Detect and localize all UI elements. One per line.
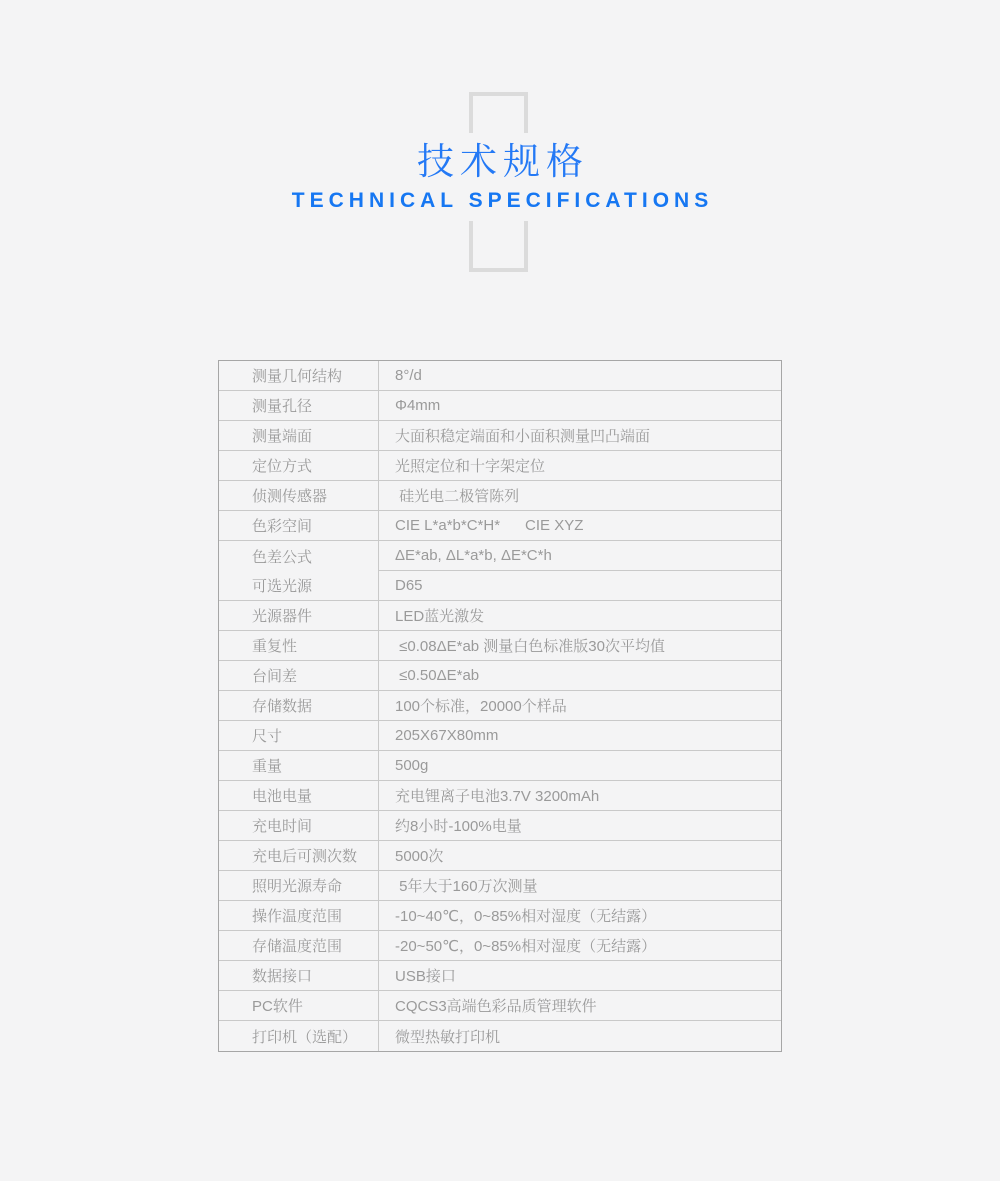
table-row <box>219 571 781 601</box>
spec-value: 8°/d <box>379 361 781 391</box>
spec-value: 大面积稳定端面和小面积测量凹凸端面 <box>379 421 781 451</box>
table-row <box>219 901 781 931</box>
spec-label: 台间差 <box>219 661 379 691</box>
spec-value: 约8小时-100%电量 <box>379 811 781 841</box>
spec-value: LED蓝光激发 <box>379 601 781 631</box>
spec-label: 测量孔径 <box>219 391 379 421</box>
spec-value: 充电锂离子电池3.7V 3200mAh <box>379 781 781 811</box>
table-row <box>219 931 781 961</box>
spec-value: Φ4mm <box>379 391 781 421</box>
page-title-english: TECHNICAL SPECIFICATIONS <box>291 189 714 212</box>
table-row <box>219 481 781 511</box>
table-row <box>219 811 781 841</box>
spec-value: 硅光电二极管陈列 <box>379 481 781 511</box>
table-row <box>219 781 781 811</box>
spec-label: 光源器件 <box>219 601 379 631</box>
spec-label: 色差公式 <box>219 541 379 571</box>
spec-value: ΔE*ab, ΔL*a*b, ΔE*C*h <box>379 541 781 571</box>
spec-label: 重量 <box>219 751 379 781</box>
spec-value: ≤0.08ΔE*ab 测量白色标准版30次平均值 <box>379 631 781 661</box>
spec-table <box>218 360 782 1052</box>
spec-value: 5000次 <box>379 841 781 871</box>
table-row <box>219 511 781 541</box>
spec-label: 定位方式 <box>219 451 379 481</box>
spec-value: 205X67X80mm <box>379 721 781 751</box>
spec-value: -20~50℃，0~85%相对湿度（无结露） <box>379 931 781 961</box>
spec-label: 打印机（选配） <box>219 1021 379 1051</box>
table-row <box>219 391 781 421</box>
spec-label: 操作温度范围 <box>219 901 379 931</box>
spec-label: 充电时间 <box>219 811 379 841</box>
spec-label: 电池电量 <box>219 781 379 811</box>
spec-label: 色彩空间 <box>219 511 379 541</box>
spec-value: D65 <box>379 571 781 601</box>
spec-label: 尺寸 <box>219 721 379 751</box>
spec-label: 重复性 <box>219 631 379 661</box>
spec-label: PC软件 <box>219 991 379 1021</box>
table-row <box>219 601 781 631</box>
spec-label: 测量端面 <box>219 421 379 451</box>
table-row <box>219 661 781 691</box>
table-row <box>219 841 781 871</box>
table-row <box>219 1021 781 1051</box>
spec-label: 充电后可测次数 <box>219 841 379 871</box>
spec-value: ≤0.50ΔE*ab <box>379 661 781 691</box>
spec-label: 可选光源 <box>219 571 379 601</box>
table-row <box>219 871 781 901</box>
spec-label: 存储数据 <box>219 691 379 721</box>
table-row <box>219 751 781 781</box>
spec-value: CQCS3高端色彩品质管理软件 <box>379 991 781 1021</box>
spec-value: -10~40℃，0~85%相对湿度（无结露） <box>379 901 781 931</box>
spec-label: 数据接口 <box>219 961 379 991</box>
table-row <box>219 541 781 571</box>
spec-value: 5年大于160万次测量 <box>379 871 781 901</box>
table-row <box>219 721 781 751</box>
spec-value: 微型热敏打印机 <box>395 1028 501 1046</box>
spec-value: USB接口 <box>379 961 781 991</box>
spec-label: 存储温度范围 <box>219 931 379 961</box>
table-row <box>219 961 781 991</box>
table-row <box>219 631 781 661</box>
spec-value: 500g <box>379 751 781 781</box>
spec-value: 100个标准，20000个样品 <box>379 691 781 721</box>
title-block <box>0 133 1000 221</box>
spec-label: 测量几何结构 <box>219 361 379 391</box>
table-row <box>219 421 781 451</box>
spec-label: 侦测传感器 <box>219 481 379 511</box>
page-title-chinese: 技术规格 <box>417 141 589 182</box>
table-row <box>219 451 781 481</box>
table-row <box>219 361 781 391</box>
table-row <box>219 991 781 1021</box>
table-row <box>219 691 781 721</box>
hero-section <box>0 0 1000 300</box>
spec-value: CIE L*a*b*C*H* CIE XYZ <box>379 511 781 541</box>
spec-value: 光照定位和十字架定位 <box>379 451 781 481</box>
spec-label: 照明光源寿命 <box>219 871 379 901</box>
